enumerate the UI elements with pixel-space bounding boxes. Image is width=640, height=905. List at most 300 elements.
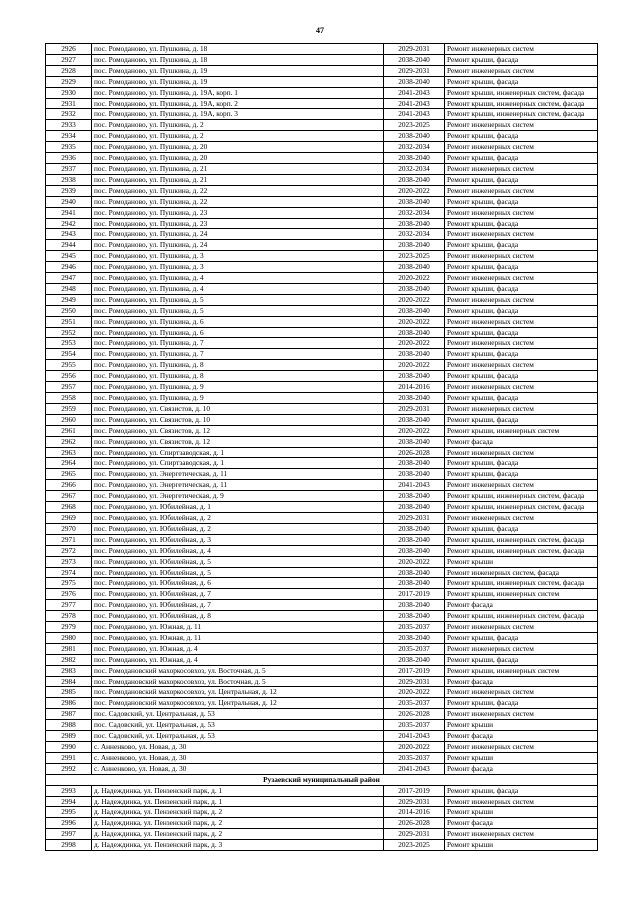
row-period: 2041-2043 [384, 109, 445, 120]
row-work-type: Ремонт крыши, фасада [445, 371, 598, 382]
row-number: 2929 [46, 76, 92, 87]
row-period: 2029-2031 [384, 44, 445, 55]
row-number: 2995 [46, 807, 92, 818]
row-number: 2942 [46, 218, 92, 229]
table-row [46, 54, 598, 65]
row-number: 2954 [46, 349, 92, 360]
table-row [46, 665, 598, 676]
table-row [46, 316, 598, 327]
row-work-type: Ремонт инженерных систем [445, 643, 598, 654]
row-number: 2977 [46, 600, 92, 611]
row-number: 2991 [46, 752, 92, 763]
row-number: 2996 [46, 818, 92, 829]
row-work-type: Ремонт крыши [445, 840, 598, 851]
table-row [46, 262, 598, 273]
row-period: 2038-2040 [384, 600, 445, 611]
row-address: пос. Ромоданово, ул. Пушкина, д. 4 [92, 273, 384, 284]
row-address: пос. Ромоданово, ул. Пушкина, д. 4 [92, 283, 384, 294]
row-number: 2968 [46, 502, 92, 513]
row-period: 2020-2022 [384, 294, 445, 305]
row-period: 2038-2040 [384, 414, 445, 425]
row-address: д. Надеждинка, ул. Пензенский парк, д. 2 [92, 829, 384, 840]
row-period: 2023-2025 [384, 120, 445, 131]
row-period: 2041-2043 [384, 98, 445, 109]
row-number: 2939 [46, 185, 92, 196]
row-address: пос. Ромоданово, ул. Пушкина, д. 21 [92, 174, 384, 185]
row-period: 2026-2028 [384, 447, 445, 458]
row-period: 2026-2028 [384, 709, 445, 720]
row-address: д. Надеждинка, ул. Пензенский парк, д. 1 [92, 796, 384, 807]
row-work-type: Ремонт инженерных систем [445, 622, 598, 633]
row-address: д. Надеждинка, ул. Пензенский парк, д. 3 [92, 840, 384, 851]
row-work-type: Ремонт инженерных систем [445, 480, 598, 491]
row-number: 2940 [46, 196, 92, 207]
row-period: 2023-2025 [384, 251, 445, 262]
row-address: пос. Ромоданово, ул. Юбилейная, д. 5 [92, 567, 384, 578]
row-work-type: Ремонт крыши [445, 720, 598, 731]
row-work-type: Ремонт инженерных систем [445, 120, 598, 131]
table-row [46, 447, 598, 458]
row-number: 2971 [46, 534, 92, 545]
row-period: 2038-2040 [384, 523, 445, 534]
row-number: 2958 [46, 393, 92, 404]
table-row [46, 131, 598, 142]
row-period: 2032-2034 [384, 163, 445, 174]
row-number: 2973 [46, 556, 92, 567]
row-work-type: Ремонт инженерных систем [445, 316, 598, 327]
table-row [46, 523, 598, 534]
row-work-type: Ремонт крыши, инженерных систем, фасада [445, 87, 598, 98]
row-period: 2017-2019 [384, 785, 445, 796]
row-address: пос. Ромоданово, ул. Пушкина, д. 22 [92, 185, 384, 196]
row-period: 2038-2040 [384, 54, 445, 65]
row-period: 2017-2019 [384, 589, 445, 600]
row-period: 2038-2040 [384, 262, 445, 273]
row-work-type: Ремонт крыши, инженерных систем, фасада [445, 502, 598, 513]
row-number: 2956 [46, 371, 92, 382]
row-address: пос. Ромоданово, ул. Пушкина, д. 19А, корп. 3 [92, 109, 384, 120]
table-row [46, 283, 598, 294]
row-work-type: Ремонт инженерных систем, фасада [445, 567, 598, 578]
table-row [46, 534, 598, 545]
row-period: 2038-2040 [384, 174, 445, 185]
table-row [46, 65, 598, 76]
table-row [46, 742, 598, 753]
row-number: 2934 [46, 131, 92, 142]
row-address: д. Надеждинка, ул. Пензенский парк, д. 2 [92, 818, 384, 829]
row-address: пос. Ромоданово, ул. Связистов, д. 12 [92, 425, 384, 436]
row-address: пос. Ромоданово, ул. Юбилейная, д. 2 [92, 523, 384, 534]
row-period: 2020-2022 [384, 185, 445, 196]
row-number: 2975 [46, 578, 92, 589]
row-address: пос. Ромоданово, ул. Юбилейная, д. 6 [92, 578, 384, 589]
row-number: 2986 [46, 698, 92, 709]
row-period: 2035-2037 [384, 643, 445, 654]
row-address: пос. Ромоданово, ул. Пушкина, д. 19А, корп. 1 [92, 87, 384, 98]
table-row [46, 491, 598, 502]
row-period: 2038-2040 [384, 611, 445, 622]
row-period: 2035-2037 [384, 622, 445, 633]
table-row [46, 393, 598, 404]
row-period: 2020-2022 [384, 338, 445, 349]
row-number: 2974 [46, 567, 92, 578]
table-row [46, 305, 598, 316]
row-number: 2949 [46, 294, 92, 305]
table-row [46, 251, 598, 262]
row-work-type: Ремонт крыши, фасада [445, 523, 598, 534]
row-number: 2948 [46, 283, 92, 294]
row-work-type: Ремонт крыши, инженерных систем [445, 665, 598, 676]
row-period: 2020-2022 [384, 742, 445, 753]
row-work-type: Ремонт инженерных систем [445, 447, 598, 458]
table-row [46, 829, 598, 840]
table-row [46, 752, 598, 763]
table-row [46, 807, 598, 818]
row-address: пос. Ромоданово, ул. Юбилейная, д. 8 [92, 611, 384, 622]
table-row [46, 349, 598, 360]
row-work-type: Ремонт крыши, фасада [445, 174, 598, 185]
row-number: 2959 [46, 403, 92, 414]
row-period: 2038-2040 [384, 458, 445, 469]
table-row [46, 87, 598, 98]
row-address: д. Надеждинка, ул. Пензенский парк, д. 2 [92, 807, 384, 818]
table-row [46, 207, 598, 218]
row-number: 2963 [46, 447, 92, 458]
repair-schedule-table [45, 43, 598, 851]
table-row [46, 502, 598, 513]
row-period: 2038-2040 [384, 578, 445, 589]
row-address: пос. Ромоданово, ул. Пушкина, д. 3 [92, 251, 384, 262]
row-address: пос. Ромоданово, ул. Пушкина, д. 7 [92, 338, 384, 349]
table-row [46, 654, 598, 665]
row-period: 2020-2022 [384, 360, 445, 371]
row-period: 2035-2037 [384, 720, 445, 731]
row-work-type: Ремонт крыши, фасада [445, 458, 598, 469]
row-address: пос. Ромоданово, ул. Пушкина, д. 8 [92, 360, 384, 371]
row-period: 2014-2016 [384, 807, 445, 818]
row-address: с. Анненково, ул. Новая, д. 30 [92, 763, 384, 774]
row-number: 2978 [46, 611, 92, 622]
row-address: пос. Ромоданово, ул. Юбилейная, д. 7 [92, 600, 384, 611]
table-row [46, 294, 598, 305]
row-period: 2038-2040 [384, 654, 445, 665]
row-number: 2998 [46, 840, 92, 851]
row-work-type: Ремонт крыши, инженерных систем [445, 589, 598, 600]
row-address: пос. Ромоданово, ул. Пушкина, д. 23 [92, 218, 384, 229]
row-address: пос. Ромоданово, ул. Пушкина, д. 18 [92, 54, 384, 65]
table-row [46, 229, 598, 240]
table-row [46, 425, 598, 436]
row-period: 2035-2037 [384, 698, 445, 709]
table-row [46, 458, 598, 469]
row-work-type: Ремонт инженерных систем [445, 142, 598, 153]
row-address: с. Анненково, ул. Новая, д. 30 [92, 752, 384, 763]
row-work-type: Ремонт инженерных систем [445, 687, 598, 698]
table-row [46, 687, 598, 698]
row-address: пос. Ромодановский махоркосовхоз, ул. Центральная, д. 12 [92, 698, 384, 709]
table-row [46, 382, 598, 393]
row-number: 2985 [46, 687, 92, 698]
row-address: пос. Ромоданово, ул. Пушкина, д. 9 [92, 393, 384, 404]
table-row [46, 622, 598, 633]
row-work-type: Ремонт крыши [445, 807, 598, 818]
page-number: 47 [316, 26, 324, 35]
row-work-type: Ремонт фасада [445, 436, 598, 447]
row-work-type: Ремонт крыши [445, 556, 598, 567]
row-period: 2038-2040 [384, 131, 445, 142]
row-address: пос. Ромоданово, ул. Спиртзаводская, д. 1 [92, 447, 384, 458]
row-work-type: Ремонт крыши, инженерных систем, фасада [445, 109, 598, 120]
row-work-type: Ремонт инженерных систем [445, 251, 598, 262]
row-address: пос. Ромоданово, ул. Спиртзаводская, д. 1 [92, 458, 384, 469]
row-work-type: Ремонт инженерных систем [445, 273, 598, 284]
table-row [46, 600, 598, 611]
row-period: 2020-2022 [384, 556, 445, 567]
row-period: 2020-2022 [384, 273, 445, 284]
row-work-type: Ремонт крыши, фасада [445, 327, 598, 338]
row-address: пос. Ромоданово, ул. Пушкина, д. 19А, корп. 2 [92, 98, 384, 109]
row-work-type: Ремонт крыши [445, 752, 598, 763]
row-number: 2945 [46, 251, 92, 262]
table-row [46, 632, 598, 643]
row-address: пос. Ромоданово, ул. Энергетическая, д. 9 [92, 491, 384, 502]
row-number: 2946 [46, 262, 92, 273]
table-row [46, 567, 598, 578]
row-address: пос. Ромоданово, ул. Юбилейная, д. 4 [92, 545, 384, 556]
row-period: 2038-2040 [384, 371, 445, 382]
row-address: пос. Ромоданово, ул. Пушкина, д. 24 [92, 240, 384, 251]
row-number: 2953 [46, 338, 92, 349]
row-address: пос. Ромоданово, ул. Пушкина, д. 6 [92, 316, 384, 327]
table-row [46, 709, 598, 720]
table-row [46, 763, 598, 774]
row-period: 2038-2040 [384, 240, 445, 251]
row-number: 2962 [46, 436, 92, 447]
table-row [46, 371, 598, 382]
row-period: 2038-2040 [384, 469, 445, 480]
row-period: 2038-2040 [384, 283, 445, 294]
row-period: 2035-2037 [384, 752, 445, 763]
row-address: пос. Ромоданово, ул. Пушкина, д. 19 [92, 65, 384, 76]
row-period: 2038-2040 [384, 393, 445, 404]
row-number: 2967 [46, 491, 92, 502]
table-row [46, 436, 598, 447]
table-row [46, 578, 598, 589]
row-period: 2041-2043 [384, 480, 445, 491]
row-number: 2970 [46, 523, 92, 534]
row-period: 2029-2031 [384, 676, 445, 687]
row-address: пос. Ромоданово, ул. Южная, д. 4 [92, 654, 384, 665]
row-period: 2038-2040 [384, 534, 445, 545]
table-row [46, 76, 598, 87]
row-work-type: Ремонт крыши, фасада [445, 54, 598, 65]
row-address: пос. Ромоданово, ул. Юбилейная, д. 2 [92, 512, 384, 523]
row-work-type: Ремонт фасада [445, 818, 598, 829]
row-work-type: Ремонт крыши, инженерных систем, фасада [445, 534, 598, 545]
row-work-type: Ремонт крыши, фасада [445, 218, 598, 229]
row-number: 2950 [46, 305, 92, 316]
row-number: 2990 [46, 742, 92, 753]
row-period: 2014-2016 [384, 382, 445, 393]
row-number: 2951 [46, 316, 92, 327]
row-work-type: Ремонт крыши, фасада [445, 785, 598, 796]
row-period: 2038-2040 [384, 305, 445, 316]
row-number: 2957 [46, 382, 92, 393]
row-number: 2972 [46, 545, 92, 556]
row-period: 2029-2031 [384, 65, 445, 76]
row-address: пос. Ромоданово, ул. Пушкина, д. 18 [92, 44, 384, 55]
row-number: 2992 [46, 763, 92, 774]
row-work-type: Ремонт инженерных систем [445, 360, 598, 371]
table-row [46, 273, 598, 284]
row-work-type: Ремонт инженерных систем [445, 403, 598, 414]
row-number: 2982 [46, 654, 92, 665]
row-number: 2952 [46, 327, 92, 338]
row-work-type: Ремонт крыши, инженерных систем, фасада [445, 491, 598, 502]
row-number: 2981 [46, 643, 92, 654]
row-period: 2038-2040 [384, 76, 445, 87]
row-period: 2041-2043 [384, 763, 445, 774]
row-number: 2932 [46, 109, 92, 120]
row-address: пос. Ромоданово, ул. Пушкина, д. 24 [92, 229, 384, 240]
row-period: 2038-2040 [384, 567, 445, 578]
row-period: 2020-2022 [384, 425, 445, 436]
row-address: пос. Ромоданово, ул. Пушкина, д. 6 [92, 327, 384, 338]
row-period: 2038-2040 [384, 218, 445, 229]
row-address: пос. Ромоданово, ул. Связистов, д. 10 [92, 403, 384, 414]
row-number: 2960 [46, 414, 92, 425]
row-number: 2947 [46, 273, 92, 284]
row-period: 2038-2040 [384, 327, 445, 338]
table-row [46, 109, 598, 120]
row-work-type: Ремонт крыши, фасада [445, 76, 598, 87]
row-address: пос. Ромоданово, ул. Пушкина, д. 3 [92, 262, 384, 273]
row-period: 2038-2040 [384, 632, 445, 643]
row-number: 2937 [46, 163, 92, 174]
row-period: 2038-2040 [384, 502, 445, 513]
table-row [46, 545, 598, 556]
section-title: Рузаевский муниципальный район [46, 774, 598, 785]
table-row [46, 731, 598, 742]
table-row [46, 403, 598, 414]
row-work-type: Ремонт крыши, фасада [445, 469, 598, 480]
row-work-type: Ремонт инженерных систем [445, 742, 598, 753]
row-work-type: Ремонт инженерных систем [445, 512, 598, 523]
row-work-type: Ремонт инженерных систем [445, 338, 598, 349]
row-work-type: Ремонт инженерных систем [445, 207, 598, 218]
row-number: 2979 [46, 622, 92, 633]
row-period: 2026-2028 [384, 818, 445, 829]
row-work-type: Ремонт крыши, фасада [445, 414, 598, 425]
row-address: пос. Ромоданово, ул. Пушкина, д. 2 [92, 120, 384, 131]
row-work-type: Ремонт инженерных систем [445, 229, 598, 240]
table-row [46, 785, 598, 796]
table-row [46, 98, 598, 109]
row-period: 2041-2043 [384, 731, 445, 742]
row-address: пос. Ромоданово, ул. Пушкина, д. 23 [92, 207, 384, 218]
row-address: пос. Ромоданово, ул. Пушкина, д. 9 [92, 382, 384, 393]
row-work-type: Ремонт фасада [445, 676, 598, 687]
row-period: 2038-2040 [384, 491, 445, 502]
row-work-type: Ремонт крыши, фасада [445, 349, 598, 360]
row-period: 2023-2025 [384, 840, 445, 851]
row-number: 2966 [46, 480, 92, 491]
row-number: 2944 [46, 240, 92, 251]
row-number: 2964 [46, 458, 92, 469]
row-address: пос. Ромоданово, ул. Энергетическая, д. 11 [92, 469, 384, 480]
table-row [46, 840, 598, 851]
row-number: 2927 [46, 54, 92, 65]
row-address: пос. Ромоданово, ул. Южная, д. 11 [92, 622, 384, 633]
table-row [46, 676, 598, 687]
row-address: пос. Ромоданово, ул. Пушкина, д. 8 [92, 371, 384, 382]
table-row [46, 153, 598, 164]
row-work-type: Ремонт крыши, фасада [445, 131, 598, 142]
row-period: 2038-2040 [384, 196, 445, 207]
row-address: пос. Ромоданово, ул. Энергетическая, д. 11 [92, 480, 384, 491]
row-address: пос. Ромоданово, ул. Юбилейная, д. 1 [92, 502, 384, 513]
table-row [46, 360, 598, 371]
row-number: 2988 [46, 720, 92, 731]
row-period: 2038-2040 [384, 153, 445, 164]
row-work-type: Ремонт крыши, инженерных систем, фасада [445, 545, 598, 556]
row-period: 2029-2031 [384, 829, 445, 840]
table-row [46, 120, 598, 131]
row-address: пос. Садовский, ул. Центральная, д. 53 [92, 731, 384, 742]
row-period: 2020-2022 [384, 687, 445, 698]
row-address: пос. Ромоданово, ул. Связистов, д. 12 [92, 436, 384, 447]
row-work-type: Ремонт инженерных систем [445, 382, 598, 393]
row-period: 2032-2034 [384, 207, 445, 218]
row-address: пос. Ромоданово, ул. Южная, д. 4 [92, 643, 384, 654]
row-number: 2983 [46, 665, 92, 676]
row-number: 2976 [46, 589, 92, 600]
row-address: пос. Ромодановский махоркосовхоз, ул. Восточная, д. 5 [92, 676, 384, 687]
row-address: д. Надеждинка, ул. Пензенский парк, д. 1 [92, 785, 384, 796]
row-number: 2987 [46, 709, 92, 720]
row-work-type: Ремонт крыши, фасада [445, 698, 598, 709]
row-address: пос. Садовский, ул. Центральная, д. 53 [92, 720, 384, 731]
table-row [46, 44, 598, 55]
row-period: 2029-2031 [384, 796, 445, 807]
row-number: 2941 [46, 207, 92, 218]
row-period: 2038-2040 [384, 436, 445, 447]
table-row [46, 218, 598, 229]
row-address: пос. Ромоданово, ул. Пушкина, д. 5 [92, 305, 384, 316]
row-address: пос. Ромоданово, ул. Связистов, д. 10 [92, 414, 384, 425]
table-row [46, 142, 598, 153]
row-work-type: Ремонт инженерных систем [445, 65, 598, 76]
row-work-type: Ремонт крыши, инженерных систем [445, 425, 598, 436]
row-number: 2933 [46, 120, 92, 131]
row-number: 2984 [46, 676, 92, 687]
row-address: пос. Ромоданово, ул. Пушкина, д. 19 [92, 76, 384, 87]
row-work-type: Ремонт инженерных систем [445, 163, 598, 174]
row-number: 2938 [46, 174, 92, 185]
row-address: пос. Ромоданово, ул. Пушкина, д. 22 [92, 196, 384, 207]
row-work-type: Ремонт инженерных систем [445, 44, 598, 55]
row-period: 2020-2022 [384, 316, 445, 327]
row-number: 2969 [46, 512, 92, 523]
row-period: 2038-2040 [384, 349, 445, 360]
row-number: 2980 [46, 632, 92, 643]
table-row [46, 512, 598, 523]
row-work-type: Ремонт крыши, инженерных систем, фасада [445, 578, 598, 589]
row-address: пос. Ромоданово, ул. Пушкина, д. 2 [92, 131, 384, 142]
row-number: 2926 [46, 44, 92, 55]
table-row [46, 174, 598, 185]
section-header-row [46, 774, 598, 785]
